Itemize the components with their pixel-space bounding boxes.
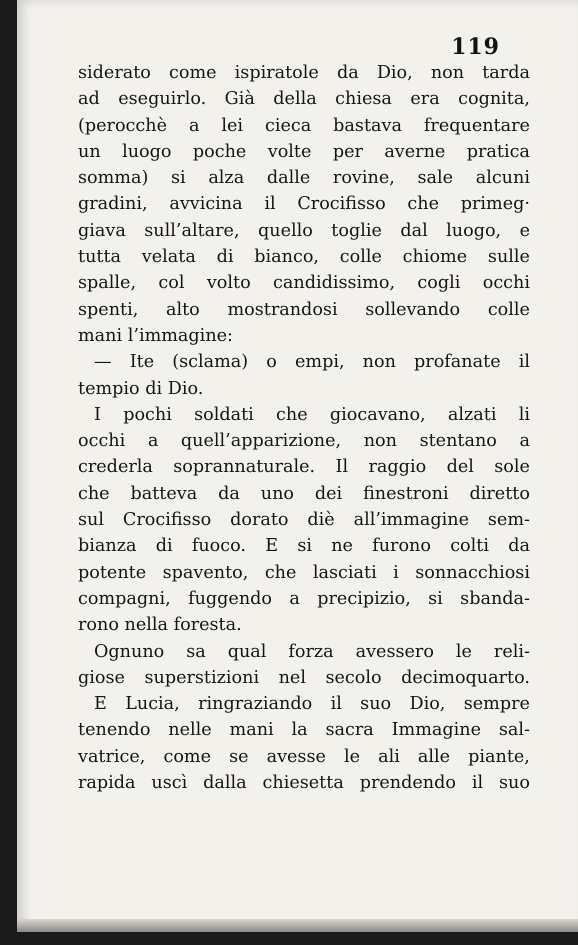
word: crederla xyxy=(78,457,153,478)
text-line xyxy=(78,717,530,743)
text-line xyxy=(78,113,530,139)
word: chiesa xyxy=(335,89,392,110)
word: decimoquarto. xyxy=(401,667,530,688)
word: volte xyxy=(267,141,312,162)
word: cognita, xyxy=(458,89,530,110)
body-text xyxy=(78,60,530,796)
word: alto xyxy=(166,299,200,320)
word: a xyxy=(188,115,200,136)
word: ringraziando xyxy=(198,694,313,715)
word: era xyxy=(410,89,440,110)
word: giose xyxy=(78,667,125,688)
text-line: mani l’immagine: xyxy=(78,325,233,346)
word: che xyxy=(78,483,110,504)
word: somma) xyxy=(78,168,149,189)
word: poche xyxy=(192,141,247,162)
word: li xyxy=(518,404,530,425)
text-line xyxy=(78,402,530,428)
word: mostrandosi xyxy=(227,299,338,320)
word: avvicina xyxy=(169,194,243,215)
word: empi, xyxy=(294,352,345,373)
text-line xyxy=(78,349,530,375)
word: superstizioni xyxy=(144,667,260,688)
word: eseguirlo. xyxy=(118,89,207,110)
word: secolo xyxy=(325,667,382,688)
word: piante, xyxy=(468,746,530,767)
word: non xyxy=(362,352,396,373)
word: cogli xyxy=(417,273,461,294)
word: spenti, xyxy=(78,299,139,320)
word: giocavano, xyxy=(329,404,426,425)
word: sul xyxy=(78,510,104,531)
word: che xyxy=(276,404,308,425)
word: quell’apparizione, xyxy=(180,431,342,452)
word: volto xyxy=(206,273,251,294)
word: sulle xyxy=(487,247,530,268)
word: alzati xyxy=(447,404,497,425)
word: quello xyxy=(257,220,313,241)
word: non xyxy=(363,431,397,452)
word: luogo, xyxy=(446,220,502,241)
word: sacra xyxy=(325,720,374,741)
word: come xyxy=(163,746,212,767)
word: occhi xyxy=(482,273,530,294)
word: ispiratole xyxy=(234,63,319,83)
word: nelle xyxy=(168,720,212,741)
word: fuoco. xyxy=(191,536,246,557)
word: siderato xyxy=(78,63,151,83)
word: sbanda- xyxy=(460,588,530,609)
word: qual xyxy=(227,641,267,662)
text-line xyxy=(78,586,530,612)
word: lei xyxy=(221,115,244,136)
word: raggio xyxy=(368,457,427,478)
word: toglie xyxy=(331,220,382,241)
word: le xyxy=(455,641,472,662)
word: a xyxy=(147,431,159,452)
word: alcuni xyxy=(475,168,530,189)
word: uno xyxy=(260,483,294,504)
word: (sclama) xyxy=(172,352,249,373)
word: Ite xyxy=(129,352,155,373)
word: soprannaturale. xyxy=(173,457,316,478)
page-number: 119 xyxy=(451,34,500,60)
word: le xyxy=(343,746,361,767)
word: Lucia, xyxy=(125,694,180,715)
word: frequentare xyxy=(423,115,530,136)
word: tarda xyxy=(482,63,530,83)
word: non xyxy=(430,63,465,83)
word: Immagine xyxy=(391,720,482,741)
word: di xyxy=(216,247,234,268)
word: ad xyxy=(78,89,100,110)
word: forza xyxy=(288,641,334,662)
text-line xyxy=(78,665,530,691)
word: averne xyxy=(384,141,446,162)
word: profanate xyxy=(414,352,501,373)
text-line xyxy=(78,60,530,86)
word: ne xyxy=(331,536,353,557)
text-line xyxy=(78,770,530,796)
word: del xyxy=(446,457,474,478)
text-line xyxy=(78,244,530,270)
word: E xyxy=(94,694,107,715)
text-line xyxy=(78,744,530,770)
word: colle xyxy=(339,247,382,268)
word: E xyxy=(265,536,279,557)
word: candidissimo, xyxy=(273,273,396,294)
word: e xyxy=(519,220,530,241)
word: da xyxy=(508,536,530,557)
word: colle xyxy=(487,299,530,320)
word: Già xyxy=(224,89,255,110)
word: uscì xyxy=(151,773,188,794)
word: o xyxy=(266,352,277,373)
word: di xyxy=(155,536,173,557)
word: Crocifisso xyxy=(297,194,386,215)
word: gradini, xyxy=(78,194,148,215)
text-line xyxy=(78,639,530,665)
word: ali xyxy=(378,746,400,767)
word: vatrice, xyxy=(78,746,146,767)
word: sole xyxy=(494,457,530,478)
text-line xyxy=(78,218,530,244)
word: alle xyxy=(417,746,451,767)
word: bianco, xyxy=(254,247,319,268)
word: all’immagine xyxy=(353,510,470,531)
word: velata xyxy=(141,247,196,268)
word: soldati xyxy=(194,404,254,425)
word: — xyxy=(94,352,112,373)
word: spalle, xyxy=(78,273,137,294)
word: diretto xyxy=(469,483,530,504)
text-line xyxy=(78,165,530,191)
word: stentano xyxy=(419,431,497,452)
word: dei xyxy=(314,483,343,504)
word: compagni, xyxy=(78,588,171,609)
word: lasciati xyxy=(312,562,377,583)
word: per xyxy=(332,141,363,162)
word: dalle xyxy=(266,168,311,189)
word: primeg· xyxy=(460,194,530,215)
word: a xyxy=(519,431,530,452)
text-line xyxy=(78,428,530,454)
word: se xyxy=(229,746,249,767)
word: Il xyxy=(335,457,349,478)
word: bastava xyxy=(333,115,402,136)
word: dorato xyxy=(230,510,289,531)
word: i xyxy=(393,562,399,583)
word: suo xyxy=(360,694,392,715)
word: luogo xyxy=(122,141,172,162)
word: suo xyxy=(498,773,530,794)
word: cieca xyxy=(264,115,312,136)
word: il xyxy=(330,694,342,715)
word: la xyxy=(291,720,308,741)
word: a xyxy=(289,588,300,609)
word: da xyxy=(336,63,359,83)
word: Crocifisso xyxy=(122,510,212,531)
word: batteva xyxy=(130,483,198,504)
word: il xyxy=(471,773,484,794)
word: chiome xyxy=(402,247,468,268)
text-line xyxy=(78,533,530,559)
word: sem- xyxy=(487,510,530,531)
word: da xyxy=(218,483,240,504)
word: il xyxy=(264,194,276,215)
word: come xyxy=(169,63,217,83)
text-line: tempio di Dio. xyxy=(78,378,204,399)
word: tenendo xyxy=(78,720,151,741)
word: precipizio, xyxy=(317,588,411,609)
word: si xyxy=(428,588,443,609)
word: occhi xyxy=(78,431,126,452)
page-bottom-edge xyxy=(17,919,578,932)
word: colti xyxy=(450,536,489,557)
word: sa xyxy=(186,641,206,662)
word: Ognuno xyxy=(94,641,165,662)
word: dalla xyxy=(203,773,247,794)
word: sale xyxy=(417,168,454,189)
word: che xyxy=(264,562,297,583)
word: I xyxy=(94,404,101,425)
text-line xyxy=(78,270,530,296)
word: sempre xyxy=(463,694,530,715)
word: avessero xyxy=(355,641,434,662)
text-line xyxy=(78,454,530,480)
word: alza xyxy=(208,168,245,189)
word: spavento, xyxy=(162,562,249,583)
word: sollevando xyxy=(365,299,461,320)
word: sal- xyxy=(498,720,530,741)
word: un xyxy=(78,141,101,162)
word: potente xyxy=(78,562,147,583)
text-line xyxy=(78,139,530,165)
text-line xyxy=(78,86,530,112)
word: chiesetta xyxy=(262,773,344,794)
word: reli- xyxy=(493,641,530,662)
word: diè xyxy=(307,510,335,531)
word: nel xyxy=(278,667,306,688)
word: dal xyxy=(400,220,428,241)
word: si xyxy=(297,536,312,557)
word: rovine, xyxy=(332,168,395,189)
word: si xyxy=(171,168,186,189)
word: col xyxy=(158,273,185,294)
word: prendendo xyxy=(359,773,456,794)
word: finestroni xyxy=(363,483,449,504)
text-line xyxy=(78,507,530,533)
text-line xyxy=(78,481,530,507)
text-line xyxy=(78,691,530,717)
text-line xyxy=(78,191,530,217)
word: avesse xyxy=(266,746,326,767)
text-line xyxy=(78,297,530,323)
word: tutta xyxy=(78,247,122,268)
word: bianza xyxy=(78,536,137,557)
word: fuggendo xyxy=(188,588,273,609)
text-line xyxy=(78,560,530,586)
word: pratica xyxy=(466,141,530,162)
text-line: rono nella foresta. xyxy=(78,615,242,636)
word: che xyxy=(407,194,439,215)
word: sonnacchiosi xyxy=(415,562,530,583)
word: della xyxy=(273,89,317,110)
word: pochi xyxy=(123,404,172,425)
word: sull’altare, xyxy=(144,220,240,241)
word: giava xyxy=(78,220,126,241)
word: rapida xyxy=(78,773,136,794)
word: Dio, xyxy=(409,694,446,715)
word: mani xyxy=(229,720,274,741)
book-page xyxy=(17,0,578,932)
word: (perocchè xyxy=(78,115,167,136)
word: furono xyxy=(372,536,431,557)
word: Dio, xyxy=(376,63,413,83)
word: il xyxy=(518,352,530,373)
